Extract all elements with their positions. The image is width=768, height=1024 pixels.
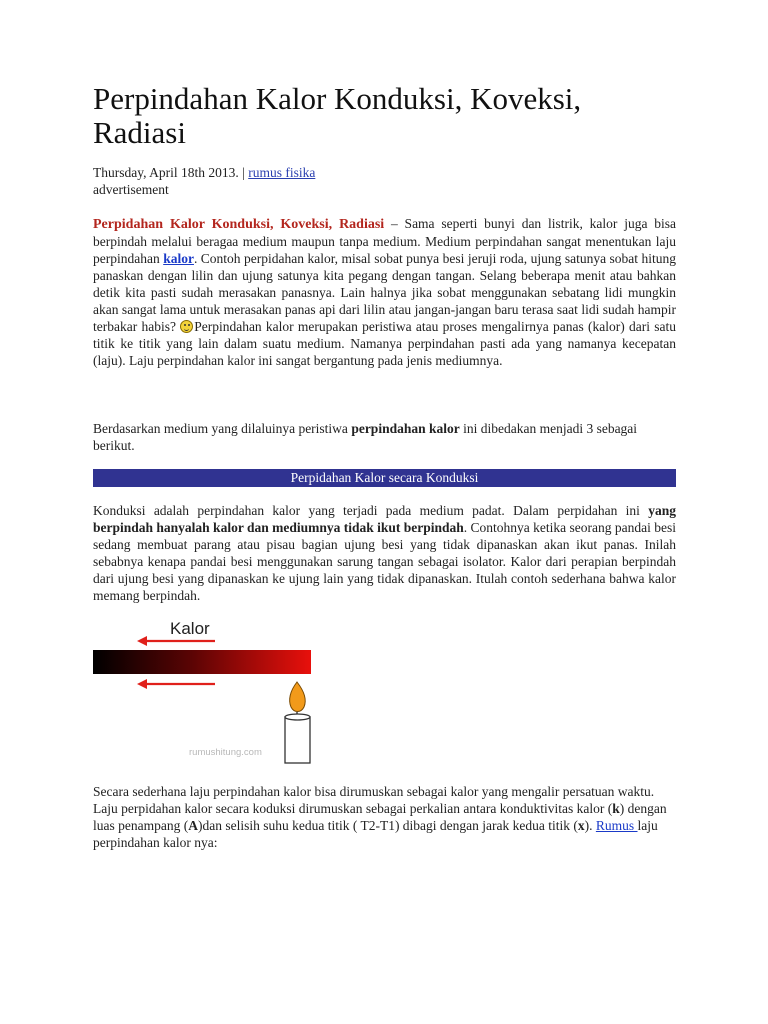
konduksi-text-2: . Contohnya ketika seorang pandai besi sedang membuat parang atau pisau bagian ujung besi yang tidak dipanaskan akan ikut panas. Inilah sebabnya kenapa pandai besi menggunakan sarung tangan sebagai isolator. Kalor dari perapian berpindah dari ujung besi yang dipanaskan ke ujung lain yang tidak dipanaskan. Itulah contoh sederhana bahwa kalor memang berpindah. bbox=[93, 520, 676, 603]
post-meta bbox=[93, 164, 315, 181]
laju-text-4: ). bbox=[584, 818, 596, 833]
laju-text: Secara sederhana laju perpindahan kalor bisa dirumuskan sebagai kalor yang mengalir persatuan waktu. Laju perpidahan kalor secara koduksi dirumuskan sebagai perkalian antara konduktivitas kalor ( bbox=[93, 784, 655, 816]
metal-rod bbox=[93, 650, 311, 674]
advertisement-label: advertisement bbox=[93, 182, 169, 197]
rumus-link[interactable]: Rumus bbox=[595, 818, 638, 833]
laju-paragraph bbox=[93, 783, 676, 851]
intro-text-3: Perpindahan kalor merupakan peristiwa atau proses mengalirnya panas (kalor) dari satu titik ke titik yang lain dalam suatu medium. Namanya perpindahan pasti ada yang namanya kecepatan (laju). Laju perpindahan kalor ini sangat bergantung pada jenis mediumnya. bbox=[93, 319, 676, 368]
watermark: rumushitung.com bbox=[189, 747, 262, 758]
intro-paragraph bbox=[93, 215, 676, 369]
smiley-icon bbox=[180, 320, 193, 333]
conduction-illustration bbox=[93, 612, 323, 772]
post-date: Thursday, April 18th 2013. | bbox=[93, 165, 245, 180]
var-a: A bbox=[188, 818, 198, 833]
laju-text-3: )dan selisih suhu kedua titik ( T2-T1) dibagi dengan jarak kedua titik ( bbox=[197, 818, 578, 833]
category-link[interactable]: rumus fisika bbox=[248, 165, 316, 180]
konduksi-bold: yang berpindah hanyalah kalor dan mediumnya tidak ikut berpindah bbox=[93, 503, 676, 535]
intro-text-2: . Contoh perpidahan kalor, misal sobat punya besi jeruji roda, ujung satunya sobat hitung panaskan dengan lilin dan ujung satunya kita pegang dengan tangan. Selang beberapa menit atau bahkan detik kita pasti sudah merasakan panasnya. Lain halnya jika sobat menggunakan sebatang lidi mungkin akan sangat lama untuk merasakan panas api dari lilin atau jangan-jangan baru terasa saat lidi sudah hampir terbakar habis? bbox=[93, 251, 676, 334]
figure-label: Kalor bbox=[170, 619, 210, 638]
section-banner: Perpidahan Kalor secara Konduksi bbox=[93, 469, 676, 487]
medium-bold: perpindahan kalor bbox=[351, 421, 460, 436]
conduction-figure bbox=[93, 612, 323, 772]
medium-text-2: ini dibedakan menjadi 3 sebagai berikut. bbox=[93, 421, 638, 453]
kalor-link[interactable]: kalor bbox=[163, 251, 194, 266]
candle-icon bbox=[285, 682, 310, 763]
page-title: Perpindahan Kalor Konduksi, Koveksi, Radiasi bbox=[93, 81, 582, 150]
var-k: k bbox=[612, 801, 620, 816]
medium-text: Berdasarkan medium yang dilaluinya peristiwa bbox=[93, 421, 352, 436]
intro-lead: Perpidahan Kalor Konduksi, Koveksi, Radiasi bbox=[93, 217, 385, 232]
medium-paragraph bbox=[93, 420, 676, 454]
var-x: x bbox=[577, 818, 585, 833]
intro-text: – Sama seperti bunyi dan listrik, kalor juga bisa berpindah melalui beragaa medium maupun tanpa medium. Medium perpindahan sangat menentukan laju perpindahan bbox=[93, 216, 677, 266]
konduksi-paragraph bbox=[93, 502, 676, 604]
konduksi-text: Konduksi adalah perpindahan kalor yang terjadi pada medium padat. Dalam perpidahan ini bbox=[93, 503, 649, 518]
laju-text-5: laju perpindahan kalor nya: bbox=[93, 818, 658, 850]
laju-text-2: ) dengan luas penampang ( bbox=[93, 801, 667, 833]
heat-arrow-bottom bbox=[137, 679, 215, 689]
